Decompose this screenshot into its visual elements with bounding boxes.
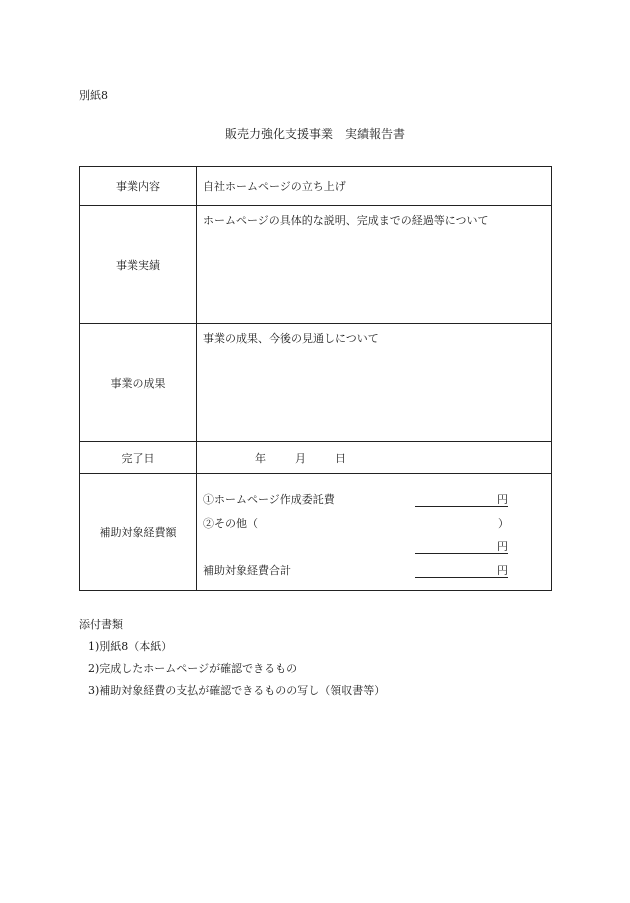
content-label: 事業内容 xyxy=(80,167,197,206)
report-table xyxy=(79,166,552,591)
cost-item-2 xyxy=(203,515,551,531)
cost-item-1 xyxy=(203,491,551,507)
cost-cell xyxy=(197,474,552,591)
cost-total-label: 補助対象経費合計 xyxy=(203,564,291,577)
attachment-number-label: 別紙8 xyxy=(79,89,108,102)
completion-label: 完了日 xyxy=(80,442,197,474)
date-year: 年 xyxy=(255,451,266,465)
cost-total-amount: 円 xyxy=(415,562,508,578)
list-item: 3)補助対象経費の支払が確認できるものの写し（領収書等） xyxy=(88,684,386,697)
document-title: 販売力強化支援事業 実績報告書 xyxy=(224,127,405,141)
cost-item-1-label: ①ホームページ作成委託費 xyxy=(203,493,335,506)
results-prompt: ホームページの具体的な説明、完成までの経過等について xyxy=(197,206,552,324)
cost-item-1-amount: 円 xyxy=(415,491,508,507)
table-row-outcome xyxy=(80,324,552,442)
cost-label: 補助対象経費額 xyxy=(80,474,197,591)
date-day: 日 xyxy=(335,451,346,465)
table-row-cost xyxy=(80,474,552,591)
table-row-content xyxy=(80,167,552,206)
list-item: 1)別紙8（本紙） xyxy=(88,640,173,653)
cost-item-2-label: ②その他（ xyxy=(203,517,258,530)
date-month: 月 xyxy=(295,451,306,465)
content-value: 自社ホームページの立ち上げ xyxy=(197,167,552,206)
table-row-results xyxy=(80,206,552,324)
results-label: 事業実績 xyxy=(80,206,197,324)
cost-item-2-amount: 円 xyxy=(415,538,508,554)
cost-item-2-close: ） xyxy=(498,517,509,530)
attachments-section xyxy=(79,614,385,702)
outcome-label: 事業の成果 xyxy=(80,324,197,442)
attachments-heading: 添付書類 xyxy=(79,618,123,631)
cost-total xyxy=(203,562,551,578)
list-item: 2)完成したホームページが確認できるもの xyxy=(88,662,298,675)
outcome-prompt: 事業の成果、今後の見通しについて xyxy=(197,324,552,442)
completion-date xyxy=(197,442,552,474)
table-row-completion xyxy=(80,442,552,474)
cost-item-2-amount-row xyxy=(203,538,551,554)
